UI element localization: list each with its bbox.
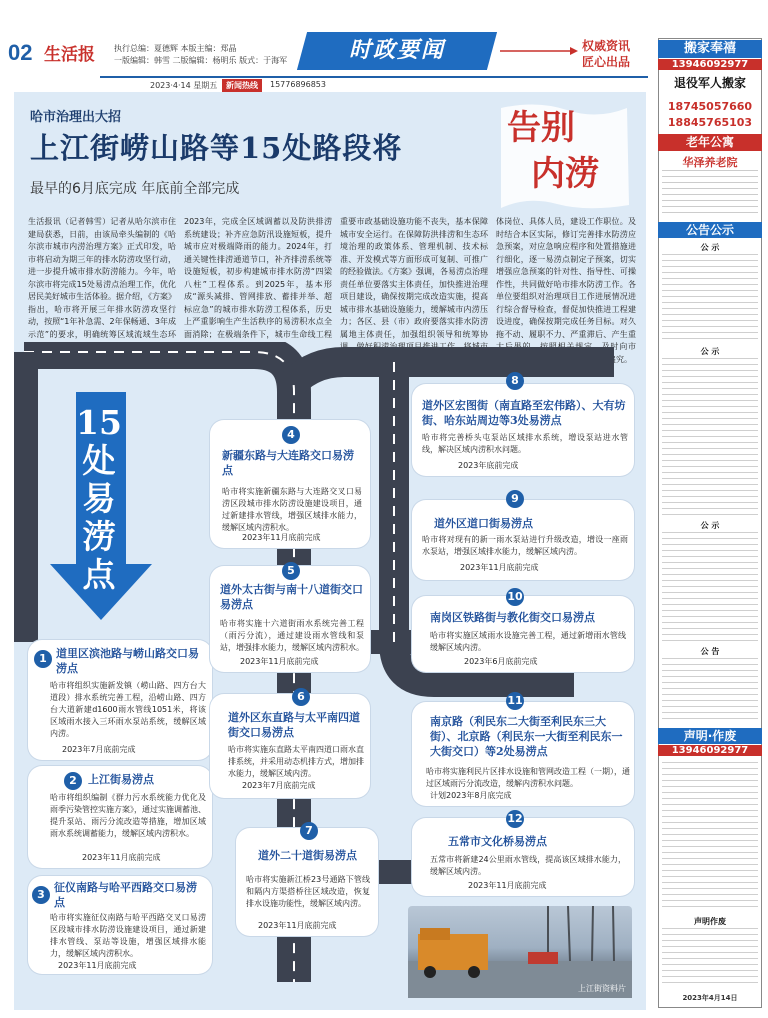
header-rule xyxy=(100,76,648,78)
point-text: 哈市将实施利民片区排水设施和管网改造工程（一期），通过区域雨污分流改造，缓解内涝积水问题。 xyxy=(426,767,630,788)
photo-caption: 上江街资料片 xyxy=(578,984,626,993)
ad-fine-print xyxy=(662,532,758,642)
ad-phone: 13946092977 xyxy=(658,745,762,756)
point-text: 哈市将实施征仪南路与哈平西路交叉口易涝区段城市排水防涝设施建设项目，通过新建排水管线、泵站等设施，增强区域排水能力，缓解区域内涝积水。 xyxy=(50,913,206,958)
point-title: 上江街易涝点 xyxy=(88,773,154,786)
slogan xyxy=(582,38,630,70)
hotline-number: 15776896853 xyxy=(270,80,326,89)
notice-section-label: 公 告 xyxy=(700,647,720,656)
ad-fine-print xyxy=(662,928,758,988)
point-text: 哈市将实施新疆东路与大连路交叉口易涝区段城市排水防涝设施建设项目，通过新建排水管线，增强区域排水能力，缓解区域内涝积水。 xyxy=(222,487,362,532)
point-text: 哈市将实施十六道街雨水系统完善工程（雨污分流），通过建设雨水管线和泵站，增强排水能力，缓解区域内涝积水。 xyxy=(220,619,364,652)
ad-fine-print xyxy=(660,92,760,100)
article-column-3: 重要市政基础设施功能不丧失，基本保障城市安全运行。在保障防洪排涝和生态环境治理的政策体系、管理机制、技术标准、开发模式等方面形成可复制、可推广的经验做法。《方案》强调，各易涝点治理责任单位要落实主体责任，加快推进治理项目建设，确保按期完成改造实施，提高城市排水基础设施能力，缓解城市内涝压力；各区、县（市）政府要落实排水防涝属地主体责任，加强组织领导和统筹协调，做好积涝治理项目推进工作，将城市排水防涝工作落实到具 xyxy=(340,217,488,364)
flood-point-card xyxy=(28,640,212,760)
point-title: 道外区道口街易涝点 xyxy=(434,517,533,530)
point-due: 2023年11月底前完成 xyxy=(242,533,321,542)
point-number: 11 xyxy=(506,692,524,710)
point-title: 道外二十道街易涝点 xyxy=(258,849,357,862)
ad-phone: 18745057660 xyxy=(667,100,753,113)
point-title: 道外区宏图街（南直路至宏伟路）、大有坊街、哈东站周边等3处易涝点 xyxy=(422,399,626,427)
article-headline: 上江街崂山路等15处路段将 xyxy=(30,131,403,165)
point-number: 12 xyxy=(506,810,524,828)
ad-fine-print xyxy=(662,170,758,216)
point-text: 哈市将完善桥头屯泵站区域排水系统，增设泵站进水管线，解决区域内涝积水问题。 xyxy=(422,433,628,454)
staff-credits xyxy=(114,43,294,67)
point-number: 9 xyxy=(506,490,524,508)
point-title: 五常市文化桥易涝点 xyxy=(448,835,547,848)
arrow-right-icon xyxy=(500,46,578,56)
side-label-5: 点 xyxy=(82,555,116,594)
point-text: 哈市将实施区域雨水设施完善工程，通过新增雨水管线缓解区域内涝。 xyxy=(430,631,626,652)
staff-line-2: 一版编辑：韩雪 二版编辑：杨明乐 版式：于海军 xyxy=(114,56,288,65)
ad-name: 华泽养老院 xyxy=(682,156,738,169)
point-due: 2023年11月底前完成 xyxy=(258,921,337,930)
notice-section-label: 公 示 xyxy=(700,521,720,530)
point-title: 征仪南路与哈平西路交口易涝点 xyxy=(54,881,197,909)
article-subhead: 最早的6月底完成 年底前全部完成 xyxy=(30,181,240,197)
point-due: 2023年11月底前完成 xyxy=(58,961,137,970)
stamp-line-1: 告别 xyxy=(507,108,575,148)
side-label-3: 易 xyxy=(82,479,116,518)
article-kicker: 哈市治理出大招 xyxy=(30,110,122,125)
point-text: 哈市将组织实施新发镇（崂山路、四方台大道段）排水系统完善工程，沿崂山路、四方台大道新建d1600雨水管线1051米，将该区域雨水接入三环雨水泵站系统，缓解区域内涝。 xyxy=(50,681,206,738)
point-title: 南京路（利民东二大街至利民东三大街）、北京路（利民东一大街至利民东一大街交口）等2处易涝点 xyxy=(430,715,623,758)
point-due: 2023年11月底前完成 xyxy=(240,657,319,666)
point-due: 2023年11月底前完成 xyxy=(82,853,161,862)
ad-header: 公告公示 xyxy=(658,222,762,238)
flood-point-card xyxy=(210,566,370,672)
easy-flood-points-label xyxy=(74,404,124,594)
ad-name: 退役军人搬家 xyxy=(673,76,746,90)
ad-fine-print xyxy=(662,358,758,518)
point-number: 3 xyxy=(32,886,50,904)
flood-point-card xyxy=(210,690,370,798)
side-label-4: 涝 xyxy=(82,517,116,556)
point-text: 哈市将实施东直路太平南四道口雨水直排系统，并采用动态机排方式，增加排水能力，缓解区域内涝。 xyxy=(228,745,364,778)
point-due: 2023年7月底前完成 xyxy=(62,745,136,754)
point-due: 计划2023年8月底完成 xyxy=(430,791,512,800)
flood-point-card xyxy=(412,694,634,806)
flood-point-card xyxy=(412,492,634,580)
section-banner-label: 时政要闻 xyxy=(348,38,445,63)
section-banner xyxy=(297,32,497,70)
point-due: 2023年11月底前完成 xyxy=(460,563,539,572)
point-due: 2023年6月底前完成 xyxy=(464,657,538,666)
point-title: 道外太古街与南十八道街交口易涝点 xyxy=(220,583,363,611)
ad-fine-print xyxy=(662,658,758,724)
ad-phone: 18845765103 xyxy=(667,116,753,129)
point-text: 哈市将实施新江桥23号通路下管线和隔内方渠搭桥往区域改造，恢复排水设施功能性，缓解区域内涝。 xyxy=(246,875,370,908)
ad-header: 搬家奉禧 xyxy=(658,40,762,58)
point-due: 2023年底前完成 xyxy=(458,461,519,470)
flood-point-card xyxy=(412,590,634,672)
side-label-2: 处 xyxy=(82,441,116,480)
point-number: 5 xyxy=(282,562,300,580)
flood-point-card xyxy=(28,766,212,868)
flood-point-card xyxy=(28,876,212,974)
issue-date: 2023·4·14 星期五 xyxy=(150,81,218,90)
ad-fine-print xyxy=(662,762,758,912)
notice-date: 2023年4月14日 xyxy=(682,994,738,1002)
notice-section-label: 公 示 xyxy=(700,347,720,356)
slogan-line-2: 匠心出品 xyxy=(582,55,631,69)
hotline-label: 新闻热线 xyxy=(222,79,262,92)
point-number: 1 xyxy=(34,650,52,668)
point-due: 2023年7月底前完成 xyxy=(242,781,316,790)
point-title: 道外区东直路与太平南四道街交口易涝点 xyxy=(228,711,360,739)
staff-line-1: 执行总编：夏德辉 本版主编：郑晶 xyxy=(114,44,237,53)
paper-name: 生活报 xyxy=(44,45,95,65)
point-text: 五常市将新建24公里雨水管线，提高该区域排水能力，缓解区域内涝。 xyxy=(430,855,626,876)
point-title: 南岗区铁路街与教化街交口易涝点 xyxy=(430,611,595,624)
point-title: 新疆东路与大连路交口易涝点 xyxy=(222,449,354,477)
ad-header: 声明·作废 xyxy=(658,728,762,744)
flood-point-card xyxy=(236,824,378,936)
point-number: 2 xyxy=(64,772,82,790)
article-column-4: 体岗位、具体人员，建设工作职位。及时结合本区实际，修订完善排水防涝应急预案，对应急响应程序和处置措施进行细化，逐一易涝点制定子预案，切实增强应急预案的针对性、指导性、可操作性，共同做好哈市排水防涝工作。各单位要组织对治理项目工作进展情况进行综合督导检查，督促加快推进工程建设进度，确保按期完成任务目标。对久拖不动、履职不力、严重滞后、产生重大后果的，按照相关规定，及时向市委、市政府汇报，实施相关责任追究。 xyxy=(496,217,636,364)
article-column-2: 2023年，完成全区域调蓄以及防洪排涝系统建设；补齐应急防汛设施短板，提升城市应对极端降雨的能力。2024年，打通关键性排涝通道节口，补齐排涝系统等设施短板，初步构建城市排水防涝“四梁八柱”工程体系。到2025年，基本形成“源头减排、管网排放、蓄排并举、超标应急”的城市排水防涝工程体系，历史上严重影响生产生活秩序的易涝积水点全面消除；在极端条件下，城市生命线工程等 xyxy=(184,217,332,351)
point-number: 6 xyxy=(292,688,310,706)
point-title: 道里区滨池路与崂山路交口易涝点 xyxy=(56,647,199,675)
point-number: 8 xyxy=(506,372,524,390)
ad-phone: 13946092977 xyxy=(658,59,762,70)
stamp-line-2: 内涝 xyxy=(531,154,599,194)
ad-fine-print xyxy=(662,254,758,344)
point-text: 哈市将对现有的新一雨水泵站进行升级改造，增设一座雨水泵站，增强区域排水能力，缓解区域内涝。 xyxy=(422,535,628,556)
notice-section-label: 公 示 xyxy=(700,243,720,252)
headline-stamp xyxy=(497,100,632,215)
page-number: 02 xyxy=(8,40,33,65)
point-due: 2023年11月底前完成 xyxy=(468,881,547,890)
side-label-1: 15 xyxy=(76,403,122,442)
point-text: 哈市将组织编制《群力污水系统能力优化及雨季污染管控实施方案》，通过实施调蓄池、提升泵站、雨污分流改造等措施，增加区域雨水系统调蓄能力，缓解区域内涝积水。 xyxy=(50,793,206,838)
point-number: 10 xyxy=(506,588,524,606)
flood-point-card xyxy=(412,812,634,896)
classifieds-column xyxy=(658,38,762,1008)
flood-point-card xyxy=(412,374,634,476)
slogan-line-1: 权威资讯 xyxy=(582,39,631,53)
point-number: 4 xyxy=(282,426,300,444)
point-number: 7 xyxy=(300,822,318,840)
ad-header: 老年公寓 xyxy=(658,134,762,151)
notice-section-label: 声明作废 xyxy=(694,917,726,926)
flood-point-card xyxy=(210,420,370,548)
article-column-1: 生活报讯（记者韩雪）记者从哈尔滨市住建局获悉，日前，由该局牵头编制的《哈尔滨市城市内涝治理方案》正式印发，哈市将启动为期三年的排水防涝攻坚行动，进一步提升城市排水防涝能力。今年，哈尔滨市将完成15处易涝点治理工作，优化居民美好城市生活体验。据介绍，《方案》指出，哈市将开展三年排水防涝攻坚行动，按照“1年补急需、2年保畅通、3年成示范”的要求，明确统筹区域流域生态环境治理和城市排水防涝体系的建设任务。 xyxy=(28,217,176,351)
